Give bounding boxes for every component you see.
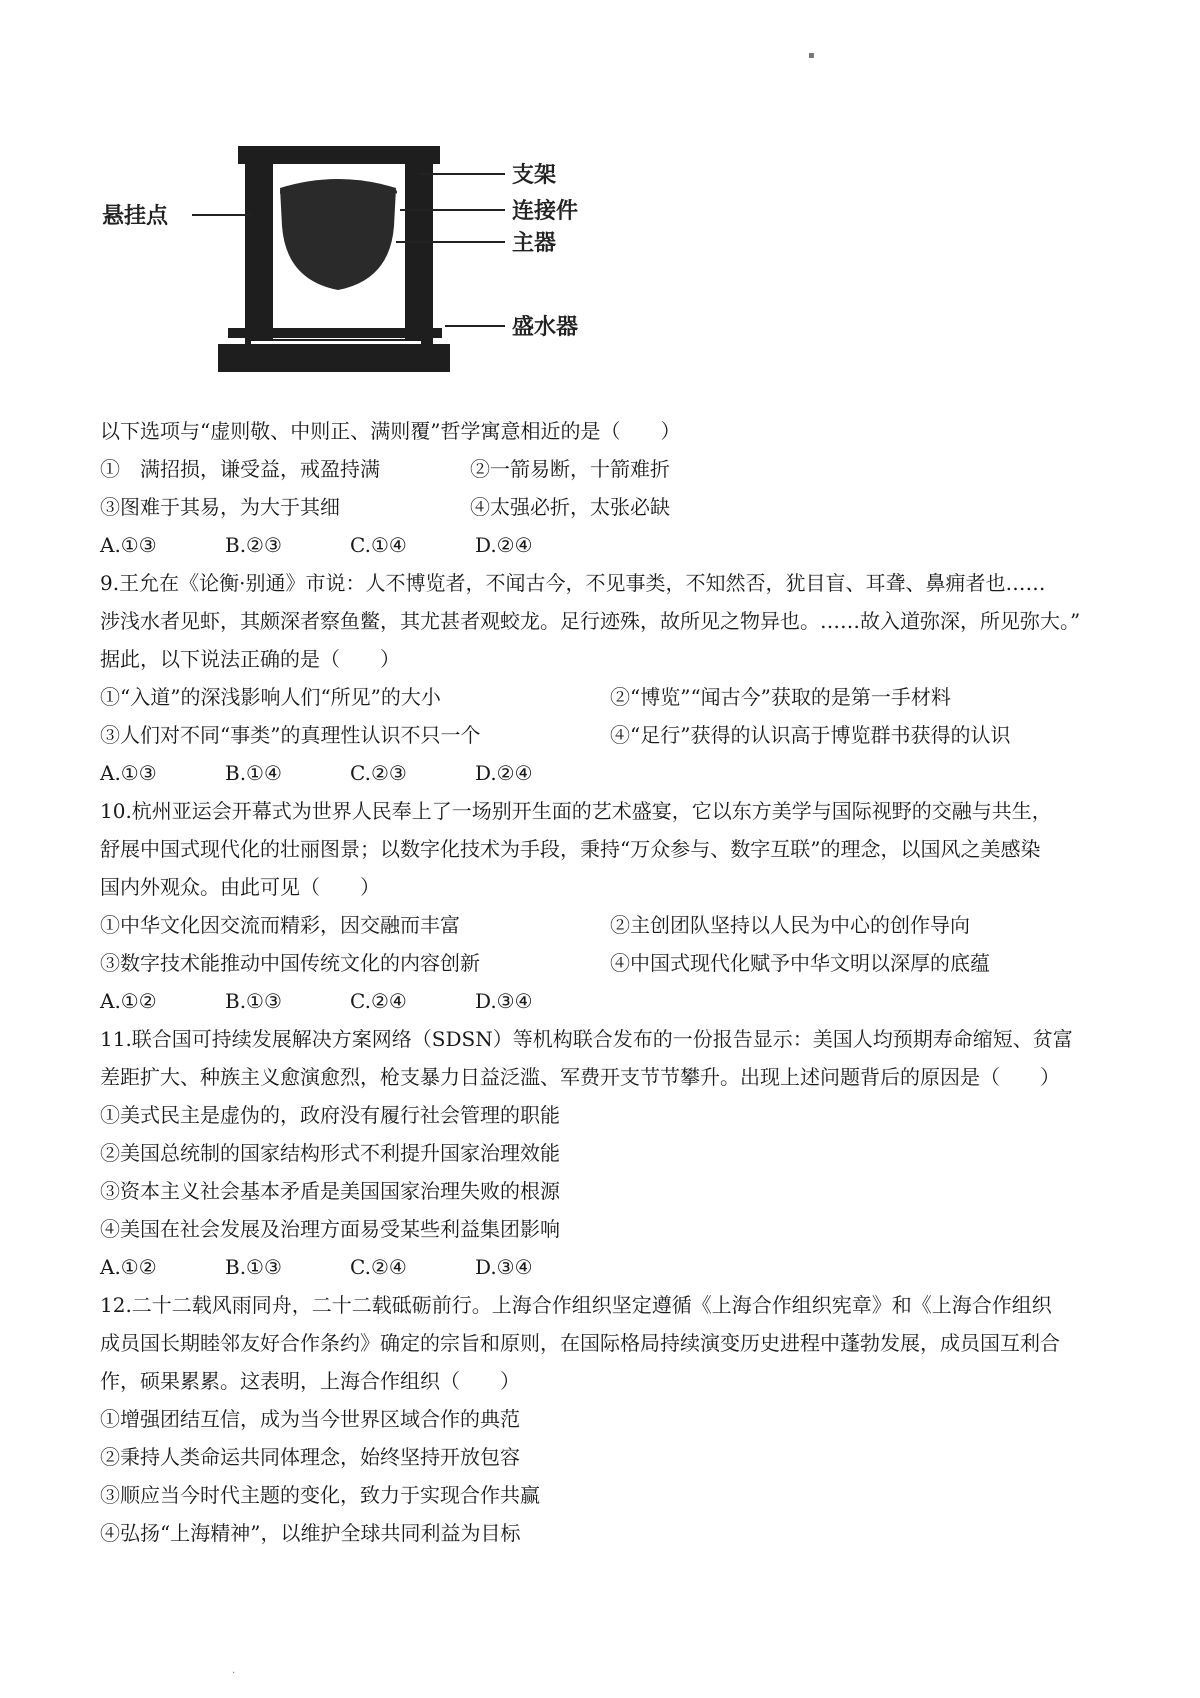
q9-stem-line1: 9.王允在《论衡·别通》市说：人不博览者，不闻古今，不见事类，不知然否，犹目盲、耳聋、鼻痈者也…… (100, 571, 1046, 595)
q11-option-1: ①美式民主是虚伪的，政府没有履行社会管理的职能 (100, 1103, 560, 1127)
q8-stem: 以下选项与“虚则敬、中则正、满则覆”哲学寓意相近的是（ ） (100, 419, 681, 443)
scan-speck-bottom: · (232, 1668, 236, 1679)
q8-options-row1 (100, 450, 1110, 488)
q10-options-row2 (100, 944, 1110, 982)
q8-option-4: ④太强必折，太张必缺 (470, 495, 670, 519)
q11-choice-a: A.①② (100, 1255, 157, 1279)
q12-stem-line2: 成员国长期睦邻友好合作条约》确定的宗旨和原则，在国际格局持续演变历史进程中蓬勃发展，成员国互利合 (100, 1331, 1060, 1355)
q11-option-2: ②美国总统制的国家结构形式不利提升国家治理效能 (100, 1141, 560, 1165)
q8-choice-d: D.②④ (475, 533, 533, 557)
q10-stem-line1: 10.杭州亚运会开幕式为世界人民奉上了一场别开生面的艺术盛宴，它以东方美学与国际视野的交融与共生， (100, 799, 1052, 823)
q9-options-row2 (100, 716, 1110, 754)
q11-choice-d: D.③④ (475, 1255, 533, 1279)
q9-choice-c: C.②③ (350, 761, 407, 785)
q10-stem-line3: 国内外观众。由此可见（ ） (100, 875, 380, 899)
q11-stem-line2: 差距扩大、种族主义愈演愈烈，枪支暴力日益泛滥、军费开支节节攀升。出现上述问题背后的原因是（ ） (100, 1065, 1060, 1089)
q9-stem-line3: 据此，以下说法正确的是（ ） (100, 647, 400, 671)
q10-choice-b: B.①③ (225, 989, 282, 1013)
q11-answer-choices (100, 1248, 1110, 1286)
q9-answer-choices (100, 754, 1110, 792)
q9-option-3: ③人们对不同“事类”的真理性认识不只一个 (100, 723, 481, 747)
q12-option-3: ③顺应当今时代主题的变化，致力于实现合作共赢 (100, 1483, 540, 1507)
q9-choice-d: D.②④ (475, 761, 533, 785)
q12-option-1: ①增强团结互信，成为当今世界区域合作的典范 (100, 1407, 520, 1431)
q8-option-1: ① 满招损，谦受益，戒盈持满 (100, 457, 380, 481)
q10-option-2: ②主创团队坚持以人民为中心的创作导向 (610, 913, 970, 937)
q10-stem-line2: 舒展中国式现代化的壮丽图景；以数字化技术为手段，秉持“万众参与、数字互联”的理念，以国风之美感染 (100, 837, 1041, 861)
q9-option-1: ①“入道”的深浅影响人们“所见”的大小 (100, 685, 441, 709)
q8-choice-a: A.①③ (100, 533, 157, 557)
label-connector: 连接件 (512, 198, 579, 224)
q8-option-3: ③图难于其易，为大于其细 (100, 495, 340, 519)
frame-top-bar (238, 146, 440, 164)
q8-option-2: ②一箭易断，十箭难折 (470, 457, 670, 481)
q8-answer-choices (100, 526, 1110, 564)
q9-stem-line2: 涉浅水者见虾，其颇深者察鱼鳖，其尤甚者观蛟龙。足行迹殊，故所见之物异也。……故入道弥深，所见弥大。” (100, 609, 1081, 633)
q11-choice-b: B.①③ (225, 1255, 282, 1279)
q9-options-row1 (100, 678, 1110, 716)
q8-options-row2 (100, 488, 1110, 526)
q12-option-4: ④弘扬“上海精神”，以维护全球共同利益为目标 (100, 1521, 521, 1545)
label-main-vessel: 主器 (512, 230, 557, 256)
q11-option-4: ④美国在社会发展及治理方面易受某些利益集团影响 (100, 1217, 560, 1241)
q10-answer-choices (100, 982, 1110, 1020)
label-water-tray: 盛水器 (512, 314, 579, 340)
q10-options-row1 (100, 906, 1110, 944)
scan-speck: ▪ (808, 50, 815, 61)
q12-option-2: ②秉持人类命运共同体理念，始终坚持开放包容 (100, 1445, 520, 1469)
q10-option-3: ③数字技术能推动中国传统文化的内容创新 (100, 951, 480, 975)
q12-stem-line3: 作，硕果累累。这表明，上海合作组织（ ） (100, 1369, 520, 1393)
water-tray-base (218, 344, 450, 372)
q10-choice-d: D.③④ (475, 989, 533, 1013)
q11-choice-c: C.②④ (350, 1255, 407, 1279)
q10-choice-a: A.①② (100, 989, 157, 1013)
q9-option-2: ②“博览”“闻古今”获取的是第一手材料 (610, 685, 951, 709)
water-tray-top (228, 328, 442, 338)
q8-choice-b: B.②③ (225, 533, 282, 557)
q9-choice-a: A.①③ (100, 761, 157, 785)
label-hang-point: 悬挂点 (102, 203, 169, 229)
label-frame: 支架 (512, 162, 557, 188)
q9-choice-b: B.①④ (225, 761, 282, 785)
q8-choice-c: C.①④ (350, 533, 407, 557)
question-content (100, 412, 1110, 1552)
q12-stem-line1: 12.二十二载风雨同舟，二十二载砥砺前行。上海合作组织坚定遵循《上海合作组织宪章》和《上海合作组织 (100, 1293, 1052, 1317)
main-vessel-shape (280, 179, 396, 290)
q10-option-4: ④中国式现代化赋予中华文明以深厚的底蕴 (610, 951, 990, 975)
vessel-diagram (100, 140, 700, 410)
q11-option-3: ③资本主义社会基本矛盾是美国国家治理失败的根源 (100, 1179, 560, 1203)
q10-option-1: ①中华文化因交流而精彩，因交融而丰富 (100, 913, 460, 937)
q9-option-4: ④“足行”获得的认识高于博览群书获得的认识 (610, 723, 1011, 747)
q11-stem-line1: 11.联合国可持续发展解决方案网络（SDSN）等机构联合发布的一份报告显示：美国人均预期寿命缩短、贫富 (100, 1027, 1073, 1051)
q10-choice-c: C.②④ (350, 989, 407, 1013)
